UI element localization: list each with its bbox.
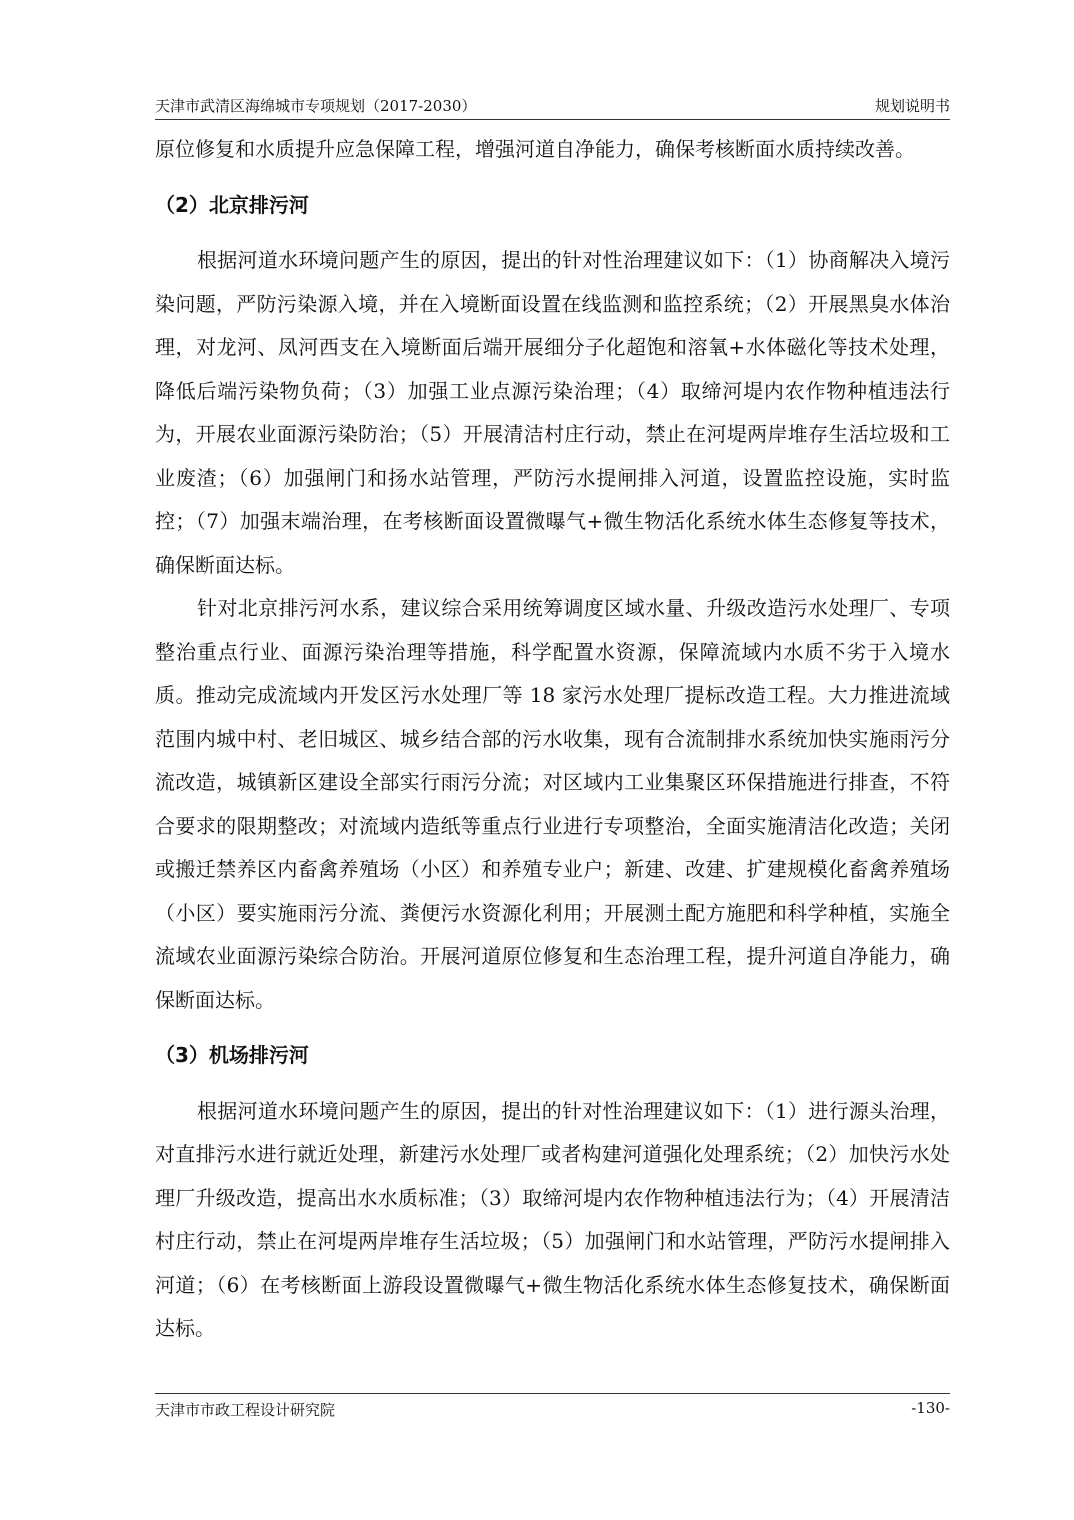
paragraph-continued: 原位修复和水质提升应急保障工程，增强河道自净能力，确保考核断面水质持续改善。 xyxy=(155,137,915,161)
page-footer xyxy=(155,1393,950,1420)
paragraph-beijing-measures: 针对北京排污河水系，建议综合采用统筹调度区域水量、升级改造污水处理厂、专项整治重点行业、面源污染治理等措施，科学配置水资源，保障流域内水质不劣于入境水质。推动完成流域内开发区污水处理厂等 18 家污水处理厂提标改造工程。大力推进流域范围内城中村、老旧城区、城乡结合部的污水收集，现有合流制排水系统加快实施雨污分流改造，城镇新区建设全部实行雨污分流；对区域内工业集聚区环保措施进行排查，不符合要求的限期整改；对流域内造纸等重点行业进行专项整治，全面实施清洁化改造；关闭或搬迁禁养区内畜禽养殖场（小区）和养殖专业户；新建、改建、扩建规模化畜禽养殖场（小区）要实施雨污分流、粪便污水资源化利用；开展测土配方施肥和科学种植，实施全流域农业面源污染综合防治。开展河道原位修复和生态治理工程，提升河道自净能力，确保断面达标。 xyxy=(155,596,950,1012)
header-title: 天津市武清区海绵城市专项规划（2017-2030） xyxy=(155,97,477,115)
paragraph-beijing-suggestions: 根据河道水环境问题产生的原因，提出的针对性治理建议如下：（1）协商解决入境污染问题，严防污染源入境，并在入境断面设置在线监测和监控系统；（2）开展黑臭水体治理，对龙河、凤河西支在入境断面后端开展细分子化超饱和溶氧+水体磁化等技术处理，降低后端污染物负荷；（3）加强工业点源污染治理；（4）取缔河堤内农作物种植违法行为，开展农业面源污染防治；（5）开展清洁村庄行动，禁止在河堤两岸堆存生活垃圾和工业废渣；（6）加强闸门和扬水站管理，严防污水提闸排入河道，设置监控设施，实时监控；（7）加强末端治理，在考核断面设置微曝气+微生物活化系统水体生态修复等技术，确保断面达标。 xyxy=(155,248,950,577)
paragraph-airport-suggestions: 根据河道水环境问题产生的原因，提出的针对性治理建议如下：（1）进行源头治理，对直排污水进行就近处理，新建污水处理厂或者构建河道强化处理系统；（2）加快污水处理厂升级改造，提高出水水质标准；（3）取缔河堤内农作物种植违法行为；（4）开展清洁村庄行动，禁止在河堤两岸堆存生活垃圾；（5）加强闸门和水站管理，严防污水提闸排入河道；（6）在考核断面上游段设置微曝气+微生物活化系统水体生态修复技术，确保断面达标。 xyxy=(155,1098,950,1340)
page-header xyxy=(155,92,950,120)
section-heading-airport-drain: （3）机场排污河 xyxy=(155,1043,309,1067)
page-content xyxy=(155,128,950,1351)
header-doc-type: 规划说明书 xyxy=(874,97,950,115)
footer-org: 天津市市政工程设计研究院 xyxy=(155,1401,336,1419)
page-number: -130- xyxy=(911,1399,950,1417)
section-heading-beijing-drain: （2）北京排污河 xyxy=(155,192,309,217)
